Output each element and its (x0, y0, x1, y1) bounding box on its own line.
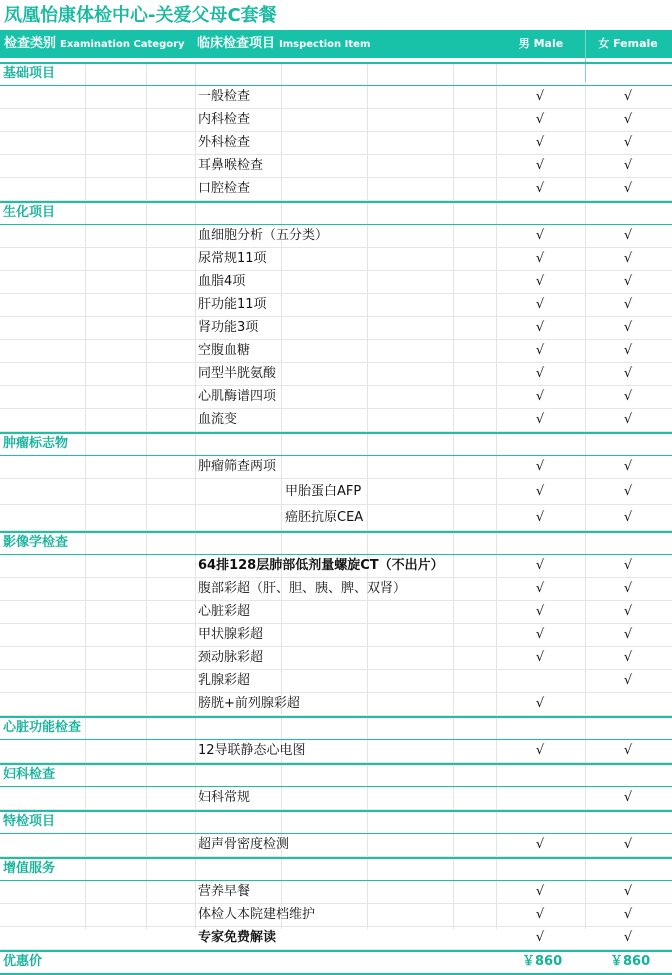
item-label: 颈动脉彩超 (198, 650, 264, 665)
male-check-mark: √ (535, 228, 545, 243)
table-row (0, 294, 672, 317)
item-label: 耳鼻喉检查 (198, 158, 264, 173)
item-label: 专家免费解读 (198, 930, 277, 945)
male-check-mark: √ (535, 484, 545, 499)
item-label: 营养早餐 (198, 884, 251, 899)
male-check-mark: √ (535, 320, 545, 335)
table-row (0, 409, 672, 432)
female-check-mark: √ (623, 930, 633, 945)
item-label: 血流变 (198, 412, 238, 427)
male-check-mark: √ (535, 412, 545, 427)
male-check-mark: √ (535, 627, 545, 642)
table-row (0, 271, 672, 294)
female-check-mark: √ (623, 112, 633, 127)
table-row (0, 881, 672, 904)
female-check-mark: √ (623, 297, 633, 312)
table-row (0, 317, 672, 340)
male-check-mark: √ (535, 650, 545, 665)
male-check-mark: √ (535, 112, 545, 127)
male-check-mark: √ (535, 366, 545, 381)
female-check-mark: √ (623, 89, 633, 104)
female-check-mark: √ (623, 274, 633, 289)
item-label: 妇科常规 (198, 790, 251, 805)
section-label: 基础项目 (3, 66, 56, 81)
exam-table (0, 62, 672, 975)
table-row (0, 155, 672, 178)
male-check-mark: √ (535, 558, 545, 573)
female-check-mark: √ (623, 135, 633, 150)
section-label: 特检项目 (3, 814, 56, 829)
table-row (0, 555, 672, 578)
male-check-mark: √ (535, 459, 545, 474)
table-row (0, 624, 672, 647)
male-check-mark: √ (535, 389, 545, 404)
female-check-mark: √ (623, 907, 633, 922)
female-check-mark: √ (623, 389, 633, 404)
female-check-mark: √ (623, 412, 633, 427)
female-check-mark: √ (623, 320, 633, 335)
female-price: ￥860 (610, 954, 651, 969)
table-row (0, 505, 672, 531)
price-row (0, 950, 672, 975)
male-check-mark: √ (535, 251, 545, 266)
item-label: 超声骨密度检测 (198, 837, 290, 852)
item-label: 外科检查 (198, 135, 251, 150)
header-category (4, 30, 185, 58)
header-item-cn: 临床检查项目 (197, 36, 276, 51)
female-check-mark: √ (623, 837, 633, 852)
male-check-mark: √ (535, 696, 545, 711)
table-row (0, 927, 672, 950)
male-check-mark: √ (535, 343, 545, 358)
section-label: 心脏功能检查 (3, 720, 82, 735)
table-row (0, 225, 672, 248)
table-row (0, 601, 672, 624)
female-check-mark: √ (623, 251, 633, 266)
table-row (0, 647, 672, 670)
item-label: 心肌酶谱四项 (198, 389, 277, 404)
table-row (0, 693, 672, 716)
female-check-mark: √ (623, 158, 633, 173)
female-check-mark: √ (623, 510, 633, 525)
table-header (0, 30, 672, 58)
section-row (0, 432, 672, 456)
table-row (0, 834, 672, 857)
header-female: 女 Female (598, 37, 658, 50)
table-row (0, 578, 672, 601)
section-row (0, 531, 672, 555)
male-check-mark: √ (535, 884, 545, 899)
female-check-mark: √ (623, 181, 633, 196)
table-row (0, 86, 672, 109)
page-title: 凤凰怡康体检中心-关爱父母C套餐 (4, 5, 277, 26)
item-label: 甲状腺彩超 (198, 627, 264, 642)
item-label: 一般检查 (198, 89, 251, 104)
item-label: 血脂4项 (198, 274, 246, 289)
female-check-mark: √ (623, 673, 633, 688)
item-label: 血细胞分析（五分类） (198, 228, 329, 243)
male-check-mark: √ (535, 743, 545, 758)
table-row (0, 904, 672, 927)
female-check-mark: √ (623, 343, 633, 358)
section-row (0, 810, 672, 834)
female-check-mark: √ (623, 604, 633, 619)
table-row (0, 178, 672, 201)
female-check-mark: √ (623, 558, 633, 573)
header-category-en: Examination Category (60, 39, 185, 50)
female-check-mark: √ (623, 228, 633, 243)
male-check-mark: √ (535, 135, 545, 150)
table-row (0, 340, 672, 363)
male-check-mark: √ (535, 510, 545, 525)
table-row (0, 479, 672, 505)
table-row (0, 132, 672, 155)
item-label: 腹部彩超（肝、胆、胰、脾、双肾） (198, 581, 407, 596)
female-check-mark: √ (623, 459, 633, 474)
item-label: 空腹血糖 (198, 343, 251, 358)
section-row (0, 62, 672, 86)
item-label: 甲胎蛋白AFP (285, 484, 362, 499)
male-check-mark: √ (535, 907, 545, 922)
table-row (0, 386, 672, 409)
table-row (0, 363, 672, 386)
male-check-mark: √ (535, 158, 545, 173)
header-item (197, 30, 370, 58)
item-label: 12导联静态心电图 (198, 743, 306, 758)
item-label: 心脏彩超 (198, 604, 251, 619)
item-label: 同型半胱氨酸 (198, 366, 277, 381)
section-label: 肿瘤标志物 (3, 436, 69, 451)
item-label: 肾功能3项 (198, 320, 259, 335)
table-row (0, 740, 672, 763)
male-check-mark: √ (535, 930, 545, 945)
section-label: 生化项目 (3, 205, 56, 220)
female-check-mark: √ (623, 484, 633, 499)
header-item-en: Imspection Item (279, 39, 371, 50)
section-row (0, 716, 672, 740)
section-label: 影像学检查 (3, 535, 69, 550)
item-label: 癌胚抗原CEA (285, 510, 364, 525)
male-check-mark: √ (535, 604, 545, 619)
female-check-mark: √ (623, 790, 633, 805)
item-label: 肝功能11项 (198, 297, 267, 312)
item-label: 口腔检查 (198, 181, 251, 196)
header-category-cn: 检查类别 (4, 36, 57, 51)
table-row (0, 787, 672, 810)
item-label: 内科检查 (198, 112, 251, 127)
female-check-mark: √ (623, 884, 633, 899)
item-label: 乳腺彩超 (198, 673, 251, 688)
female-check-mark: √ (623, 743, 633, 758)
table-row (0, 456, 672, 479)
male-price: ￥860 (522, 954, 563, 969)
male-check-mark: √ (535, 181, 545, 196)
item-label: 肿瘤筛查两项 (198, 459, 277, 474)
item-label: 体检人本院建档维护 (198, 907, 316, 922)
female-check-mark: √ (623, 627, 633, 642)
male-check-mark: √ (535, 274, 545, 289)
table-row (0, 670, 672, 693)
female-check-mark: √ (623, 366, 633, 381)
section-row (0, 201, 672, 225)
male-check-mark: √ (535, 89, 545, 104)
male-check-mark: √ (535, 837, 545, 852)
table-row (0, 109, 672, 132)
section-row (0, 763, 672, 787)
section-row (0, 857, 672, 881)
item-label: 膀胱+前列腺彩超 (198, 696, 300, 711)
price-label: 优惠价 (3, 954, 43, 969)
section-label: 妇科检查 (3, 767, 56, 782)
section-label: 增值服务 (3, 861, 56, 876)
female-check-mark: √ (623, 581, 633, 596)
table-row (0, 248, 672, 271)
male-check-mark: √ (535, 297, 545, 312)
item-label: 尿常规11项 (198, 251, 267, 266)
male-check-mark: √ (535, 581, 545, 596)
item-label: 64排128层肺部低剂量螺旋CT（不出片） (198, 558, 444, 573)
header-male: 男 Male (518, 37, 564, 50)
female-check-mark: √ (623, 650, 633, 665)
